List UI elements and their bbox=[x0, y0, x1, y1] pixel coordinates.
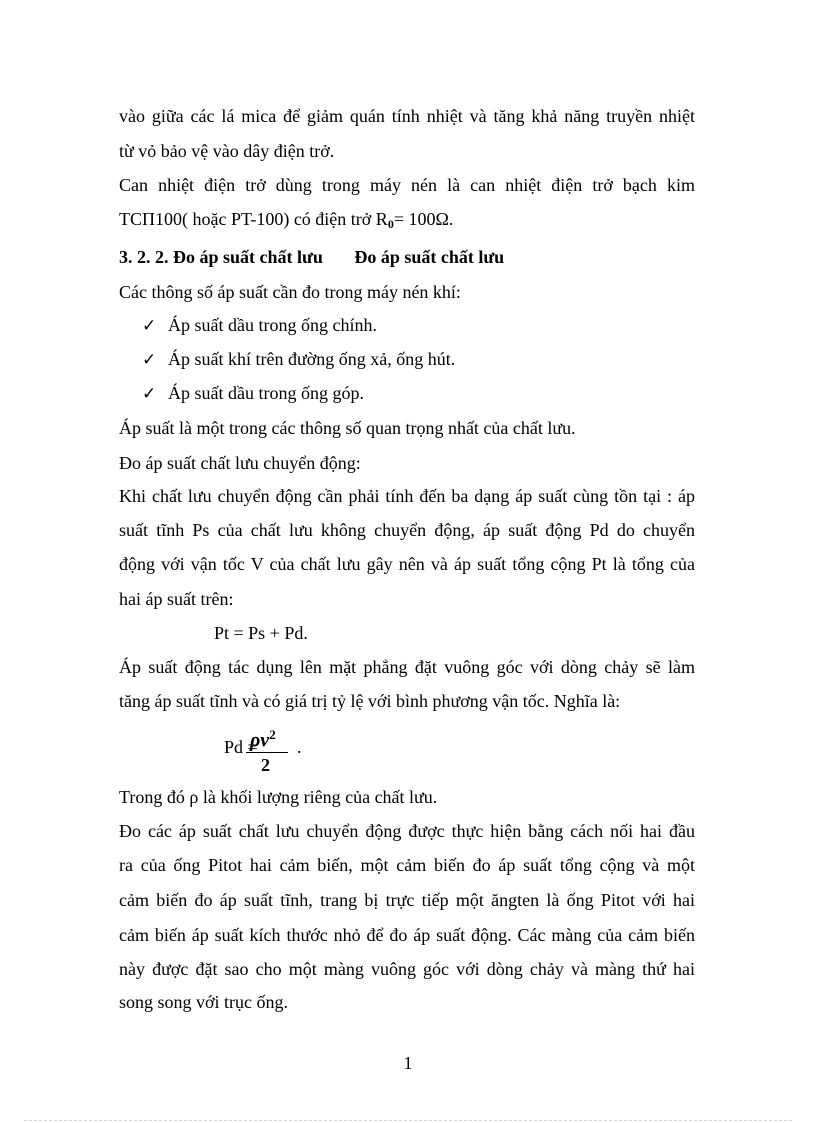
checkmark-icon: ✓ bbox=[142, 316, 157, 336]
checkmark-icon: ✓ bbox=[142, 384, 157, 404]
paragraph-line: tăng áp suất tĩnh và có giá trị tỷ lệ với bình phương vận tốc. Nghĩa là: bbox=[119, 691, 621, 711]
bullet-item bbox=[142, 350, 455, 369]
subscript: 0 bbox=[387, 217, 394, 231]
paragraph-line: Đo các áp suất chất lưu chuyển động được thực hiện bằng cách nối hai đầu bbox=[119, 821, 695, 841]
bullet-text: Áp suất khí trên đường ống xả, ống hút. bbox=[168, 349, 456, 369]
paragraph-line: Can nhiệt điện trở dùng trong máy nén là can nhiệt điện trở bạch kim bbox=[119, 175, 695, 195]
formula-dynamic-pressure-lhs: Pd = bbox=[224, 737, 258, 757]
text-span: TCП100( hoặc PT-100) có điện trở R bbox=[119, 209, 388, 229]
bullet-item bbox=[142, 384, 364, 403]
fraction-numerator bbox=[250, 727, 276, 753]
text-span: = 100Ω. bbox=[393, 209, 454, 229]
paragraph-line: song song với trục ống. bbox=[119, 992, 289, 1012]
checkmark-icon: ✓ bbox=[142, 350, 157, 370]
page-bottom-divider bbox=[24, 1120, 792, 1121]
fraction-bar bbox=[246, 752, 288, 753]
paragraph-line: vào giữa các lá mica để giảm quán tính nhiệt và tăng khả năng truyền nhiệt bbox=[119, 106, 695, 126]
formula-total-pressure: Pt = Ps + Pd. bbox=[214, 623, 308, 643]
paragraph-line: hai áp suất trên: bbox=[119, 589, 234, 609]
paragraph-line: Áp suất là một trong các thông số quan trọng nhất của chất lưu. bbox=[119, 418, 576, 438]
paragraph-line: Khi chất lưu chuyển động cần phải tính đến ba dạng áp suất cùng tồn tại : áp bbox=[119, 486, 695, 506]
bullet-text: Áp suất dầu trong ống chính. bbox=[168, 315, 377, 335]
paragraph-line: từ vỏ bảo vệ vào dây điện trở. bbox=[119, 141, 335, 161]
fraction-denominator: 2 bbox=[261, 755, 270, 775]
paragraph-line: này được đặt sao cho một màng vuông góc với dòng chảy và màng thứ hai bbox=[119, 959, 695, 979]
bullet-text: Áp suất dầu trong ống góp. bbox=[168, 383, 364, 403]
paragraph-line: Các thông số áp suất cần đo trong máy nén khí: bbox=[119, 282, 461, 302]
exponent: 2 bbox=[269, 727, 276, 742]
paragraph-line: Đo áp suất chất lưu chuyển động: bbox=[119, 453, 361, 473]
page-number: 1 bbox=[403, 1053, 413, 1073]
paragraph-line: suất tĩnh Ps của chất lưu không chuyển động, áp suất động Pd do chuyển bbox=[119, 520, 695, 540]
paragraph-line: ra của ống Pitot hai cảm biến, một cảm biến đo áp suất tổng cộng và một bbox=[119, 855, 695, 875]
paragraph-line bbox=[119, 210, 695, 230]
paragraph-line: Trong đó ρ là khối lượng riêng của chất lưu. bbox=[119, 787, 438, 807]
section-heading: 3. 2. 2. Đo áp suất chất lưu Đo áp suất chất lưu bbox=[119, 247, 505, 267]
paragraph-line: động với vận tốc V của chất lưu gây nên và áp suất tổng cộng Pt là tổng của bbox=[119, 554, 695, 574]
paragraph-line: cảm biến áp suất kích thước nhỏ để đo áp suất động. Các màng của cảm biến bbox=[119, 925, 695, 945]
paragraph-line: cảm biến đo áp suất tĩnh, trang bị trực tiếp một ăngten là ống Pitot với hai bbox=[119, 890, 695, 910]
bullet-item bbox=[142, 316, 377, 335]
numerator-text: ρv bbox=[250, 729, 270, 752]
paragraph-line: Áp suất động tác dụng lên mặt phẳng đặt vuông góc với dòng chảy sẽ làm bbox=[119, 657, 695, 677]
formula-tail: . bbox=[297, 737, 302, 757]
